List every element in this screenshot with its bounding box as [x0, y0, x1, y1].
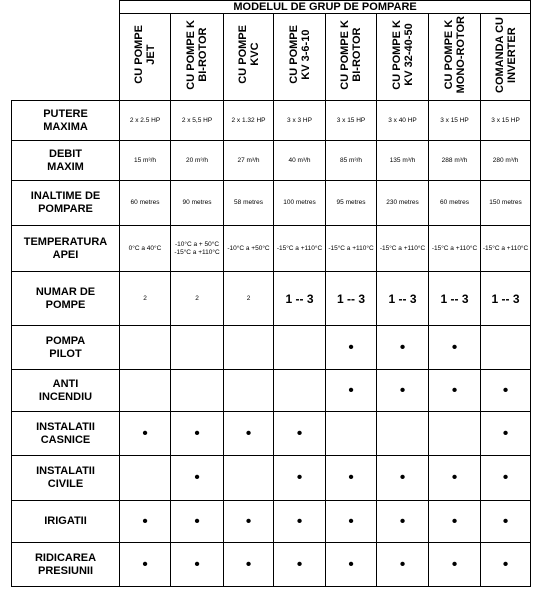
- table-cell: 15 m³/h: [120, 141, 171, 181]
- table-cell: -10°C a + 50°C -15°C a +110°C: [171, 226, 224, 272]
- column-header: [171, 14, 224, 101]
- table-cell-mark: •: [274, 456, 326, 501]
- table-cell: 3 x 15 HP: [481, 101, 531, 141]
- table-cell: 95 metres: [326, 181, 377, 226]
- table-cell-mark: •: [274, 501, 326, 543]
- table-cell-mark: •: [377, 326, 429, 370]
- row-label: RIDICAREA PRESIUNII: [12, 543, 120, 587]
- table-cell-mark: •: [326, 326, 377, 370]
- table-cell-mark: •: [120, 501, 171, 543]
- table-cell-mark: [224, 326, 274, 370]
- row-label: TEMPERATURA APEI: [12, 226, 120, 272]
- table-cell-mark: •: [377, 543, 429, 587]
- table-cell: 20 m³/h: [171, 141, 224, 181]
- column-header: [481, 14, 531, 101]
- column-header-label: CU POMPE JET: [133, 25, 157, 84]
- table-cell-mark: [429, 412, 481, 456]
- table-cell-mark: •: [224, 412, 274, 456]
- table-cell-mark: [377, 412, 429, 456]
- table-cell: 230 metres: [377, 181, 429, 226]
- table-body: [12, 101, 531, 587]
- table-cell-mark: •: [326, 456, 377, 501]
- table-cell-mark: •: [326, 543, 377, 587]
- table-cell: 27 m³/h: [224, 141, 274, 181]
- table-cell-mark: •: [481, 543, 531, 587]
- table-row: [12, 501, 531, 543]
- column-header-label: CU POMPE KV 3-6-10: [287, 25, 312, 84]
- table-cell: 280 m³/h: [481, 141, 531, 181]
- column-header: [224, 14, 274, 101]
- row-label: DEBIT MAXIM: [12, 141, 120, 181]
- table-row: [12, 456, 531, 501]
- table-cell-mark: •: [171, 501, 224, 543]
- table-cell: 60 metres: [429, 181, 481, 226]
- table-cell: 2: [120, 272, 171, 326]
- table-cell: -15°C a +110°C: [377, 226, 429, 272]
- row-label: INSTALATII CASNICE: [12, 412, 120, 456]
- table-cell-mark: [120, 456, 171, 501]
- table-cell-mark: •: [481, 370, 531, 412]
- column-header: [377, 14, 429, 101]
- table-cell: 135 m³/h: [377, 141, 429, 181]
- table-cell-mark: •: [429, 370, 481, 412]
- table-cell-mark: •: [481, 412, 531, 456]
- table-cell-mark: [120, 370, 171, 412]
- table-cell-mark: •: [120, 543, 171, 587]
- table-cell: 60 metres: [120, 181, 171, 226]
- column-header-label: CU POMPE K MONO-ROTOR: [442, 15, 467, 94]
- table-cell-mark: [171, 326, 224, 370]
- table-cell-mark: •: [120, 412, 171, 456]
- column-header-label: CU POMPE K BI-ROTOR: [185, 19, 209, 90]
- header-corner: [12, 1, 120, 101]
- table-cell-mark: [274, 326, 326, 370]
- table-cell: 2 x 1.32 HP: [224, 101, 274, 141]
- table-cell: -15°C a +110°C: [481, 226, 531, 272]
- table-row: [12, 226, 531, 272]
- table-cell: 2 x 5,5 HP: [171, 101, 224, 141]
- table-cell: -10°C a +50°C: [224, 226, 274, 272]
- table-cell-mark: [224, 456, 274, 501]
- table-cell-mark: •: [224, 501, 274, 543]
- table-cell: 3 x 15 HP: [326, 101, 377, 141]
- table-cell-mark: •: [377, 370, 429, 412]
- table-cell: 90 metres: [171, 181, 224, 226]
- group-title: MODELUL DE GRUP DE POMPARE: [120, 1, 531, 14]
- pump-group-spec-table: [11, 0, 531, 587]
- table-cell-mark: •: [326, 370, 377, 412]
- table-cell-mark: •: [274, 543, 326, 587]
- row-label: PUTERE MAXIMA: [12, 101, 120, 141]
- column-header-label: CU POMPE K BI-ROTOR: [339, 19, 363, 90]
- table-cell: 100 metres: [274, 181, 326, 226]
- table-cell: 1 -- 3: [377, 272, 429, 326]
- table-cell-mark: [326, 412, 377, 456]
- table-cell-mark: •: [429, 326, 481, 370]
- column-header: [120, 14, 171, 101]
- table-cell: 1 -- 3: [274, 272, 326, 326]
- table-cell: -15°C a +110°C: [274, 226, 326, 272]
- row-label: NUMAR DE POMPE: [12, 272, 120, 326]
- table-row: [12, 181, 531, 226]
- table-cell-mark: •: [171, 543, 224, 587]
- table-cell: 1 -- 3: [326, 272, 377, 326]
- table-cell: 1 -- 3: [481, 272, 531, 326]
- table-cell-mark: •: [429, 501, 481, 543]
- table-cell-mark: •: [274, 412, 326, 456]
- table-row: [12, 326, 531, 370]
- row-label: INALTIME DE POMPARE: [12, 181, 120, 226]
- table-cell: 2: [171, 272, 224, 326]
- table-cell-mark: •: [224, 543, 274, 587]
- column-header-label: CU POMPE K KV 32-40-50: [390, 19, 415, 90]
- table-cell-mark: •: [481, 456, 531, 501]
- table-cell-mark: [224, 370, 274, 412]
- table-cell: 3 x 3 HP: [274, 101, 326, 141]
- table-cell: -15°C a +110°C: [429, 226, 481, 272]
- table-row: [12, 370, 531, 412]
- table-cell-mark: [274, 370, 326, 412]
- table-cell-mark: [481, 326, 531, 370]
- column-header: [429, 14, 481, 101]
- table-cell: 58 metres: [224, 181, 274, 226]
- table-cell-mark: •: [481, 501, 531, 543]
- table-cell: 40 m³/h: [274, 141, 326, 181]
- row-label: IRIGATII: [12, 501, 120, 543]
- table-cell-mark: •: [377, 456, 429, 501]
- column-header: [326, 14, 377, 101]
- table-cell: 0°C a 40°C: [120, 226, 171, 272]
- row-label: ANTI INCENDIU: [12, 370, 120, 412]
- column-header: [274, 14, 326, 101]
- table-row: [12, 272, 531, 326]
- column-header-label: CU POMPE KVC: [236, 25, 261, 84]
- table-cell-mark: •: [171, 456, 224, 501]
- table-cell: 85 m³/h: [326, 141, 377, 181]
- table-cell: 1 -- 3: [429, 272, 481, 326]
- table-cell: 2 x 2.5 HP: [120, 101, 171, 141]
- table-cell-mark: •: [377, 501, 429, 543]
- table-cell-mark: [120, 326, 171, 370]
- table-row: [12, 101, 531, 141]
- table-cell-mark: •: [429, 543, 481, 587]
- table-cell-mark: •: [429, 456, 481, 501]
- table-cell-mark: [171, 370, 224, 412]
- column-header-label: COMANDA CU INVERTER: [493, 16, 518, 93]
- row-label: POMPA PILOT: [12, 326, 120, 370]
- table-row: [12, 543, 531, 587]
- row-label: INSTALATII CIVILE: [12, 456, 120, 501]
- table-cell-mark: •: [171, 412, 224, 456]
- table-cell: -15°C a +110°C: [326, 226, 377, 272]
- table-cell: 150 metres: [481, 181, 531, 226]
- table-cell: 3 x 15 HP: [429, 101, 481, 141]
- table-cell: 3 x 40 HP: [377, 101, 429, 141]
- table-cell: 2: [224, 272, 274, 326]
- table-row: [12, 412, 531, 456]
- table-cell-mark: •: [326, 501, 377, 543]
- table-row: [12, 141, 531, 181]
- table-cell: 288 m³/h: [429, 141, 481, 181]
